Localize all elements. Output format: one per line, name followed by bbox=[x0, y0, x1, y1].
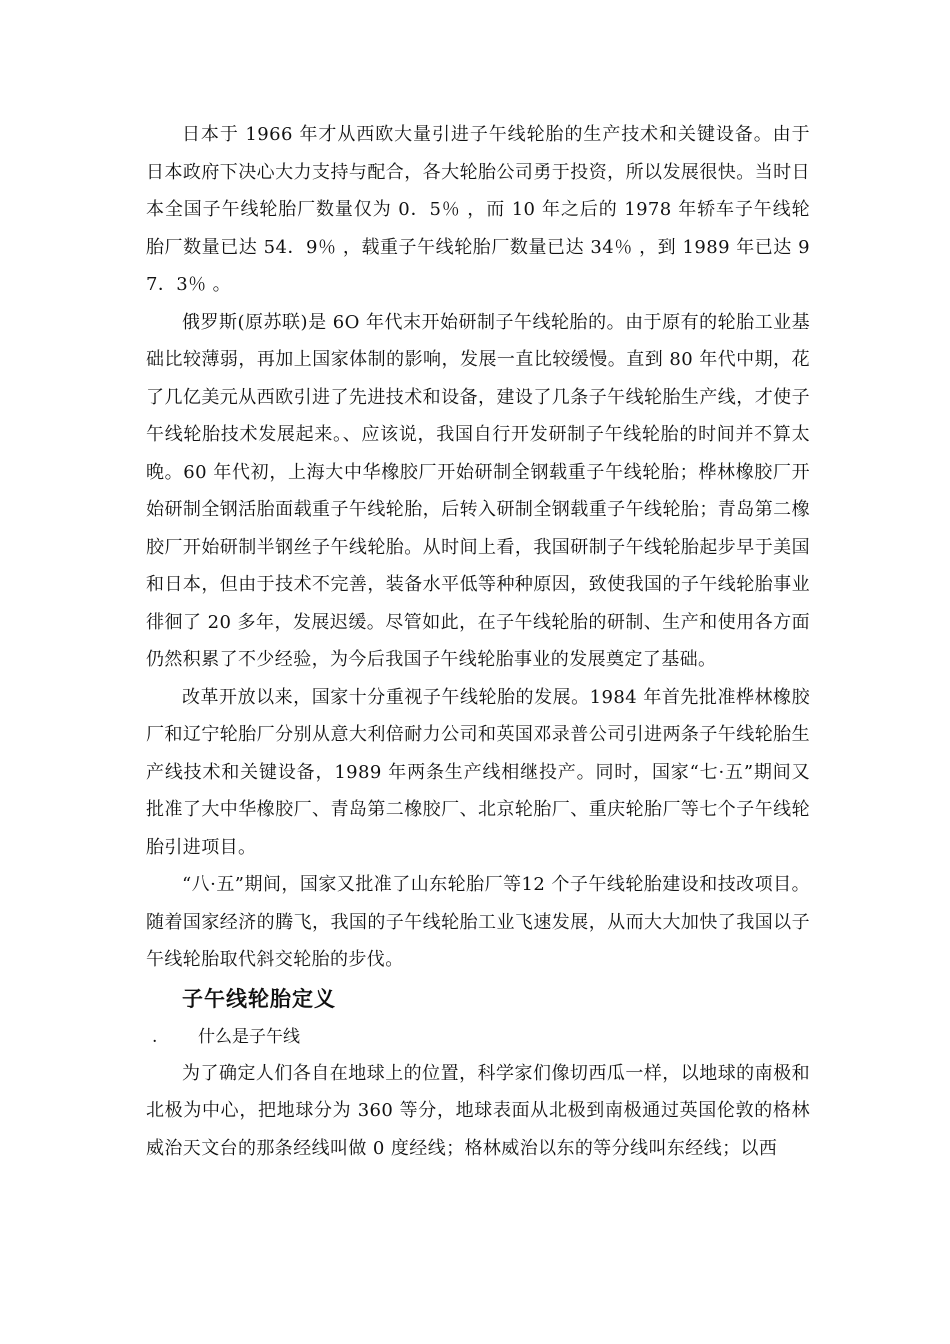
paragraph-reform: 改革开放以来，国家十分重视子午线轮胎的发展。1984 年首先批准桦林橡胶厂和辽宁轮胎厂分别从意大利倍耐力公司和英国邓录普公司引进两条子午线轮胎生产线技术和关键设备，1989 年两条生产线相继投产。同时，国家“七·五”期间又批准了大中华橡胶厂、青岛第二橡胶厂、北京轮胎厂、重庆轮胎厂等七个子午线轮胎引进项目。 bbox=[146, 686, 810, 858]
list-bullet: . bbox=[152, 1026, 158, 1047]
subsection-label: 什么是子午线 bbox=[198, 1026, 300, 1047]
paragraph-russia-china: 俄罗斯(原苏联)是 6O 年代末开始研制子午线轮胎的。由于原有的轮胎工业基础比较薄弱，再加上国家体制的影响，发展一直比较缓慢。直到 80 年代中期，花了几亿美元从西欧引进了先进技术和设备，建设了几条子午线轮胎生产线，才使子午线轮胎技术发展起来。、应该说，我国自行开发研制子午线轮胎的时间并不算太晚。60 年代初，上海大中华橡胶厂开始研制全钢载重子午线轮胎；桦林橡胶厂开始研制全钢活胎面载重子午线轮胎，后转入研制全钢载重子午线轮胎；青岛第二橡胶厂开始研制半钢丝子午线轮胎。从时间上看，我国研制子午线轮胎起步早于美国和日本，但由于技术不完善，装备水平低等种种原因，致使我国的子午线轮胎事业徘徊了 20 多年，发展迟缓。尽管如此，在子午线轮胎的研制、生产和使用各方面仍然积累了不少经验，为今后我国子午线轮胎事业的发展奠定了基础。 bbox=[146, 311, 810, 670]
paragraph-meridian: 为了确定人们各自在地球上的位置，科学家们像切西瓜一样，以地球的南极和北极为中心，把地球分为 360 等分，地球表面从北极到南极通过英国伦敦的格林威治天文台的那条经线叫做 0 度经线；格林威治以东的等分线叫东经线；以西 bbox=[146, 1062, 810, 1159]
document-body bbox=[146, 116, 810, 1167]
paragraph-japan: 日本于 1966 年才从西欧大量引进子午线轮胎的生产技术和关键设备。由于日本政府下决心大力支持与配合，各大轮胎公司勇于投资，所以发展很快。当时日本全国子午线轮胎厂数量仅为 0．5％ ，而 10 年之后的 1978 年轿车子午线轮胎厂数量已达 54．9％ ，载重子午线轮胎厂数量已达 34％ ，到 1989 年已达 97．3％ 。 bbox=[146, 124, 810, 295]
subsection-heading bbox=[146, 1019, 810, 1055]
section-heading: 子午线轮胎定义 bbox=[182, 985, 336, 1011]
paragraph-eighth-five-year: “八·五”期间，国家又批准了山东轮胎厂等12 个子午线轮胎建设和技改项目。随着国家经济的腾飞，我国的子午线轮胎工业飞速发展，从而大大加快了我国以子午线轮胎取代斜交轮胎的步伐。 bbox=[146, 874, 810, 970]
